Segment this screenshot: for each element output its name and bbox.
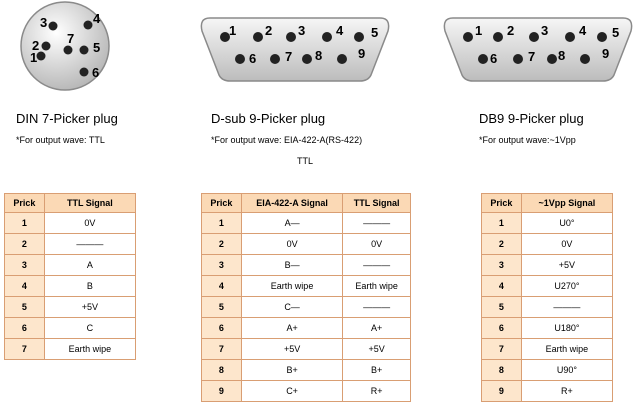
col-header-prick: Prick: [5, 194, 45, 213]
signal-cell: C: [44, 318, 135, 339]
ttl-signal-cell: R+: [343, 381, 411, 402]
prick-cell: 7: [5, 339, 45, 360]
svg-text:2: 2: [265, 23, 273, 38]
table-row: [482, 255, 613, 276]
table-header-row: [202, 194, 411, 213]
eia-signal-cell: C—: [241, 297, 342, 318]
table-row: [482, 318, 613, 339]
svg-text:5: 5: [612, 25, 620, 40]
db9-note: *For output wave:~1Vpp: [479, 135, 576, 145]
signal-cell: U90°: [521, 360, 612, 381]
svg-text:4: 4: [579, 23, 587, 38]
signal-cell: R+: [521, 381, 612, 402]
svg-text:2: 2: [507, 23, 515, 38]
db9-title: DB9 9-Picker plug: [479, 111, 584, 126]
col-header-ttl-signal: TTL Signal: [44, 194, 135, 213]
prick-cell: 6: [482, 318, 522, 339]
signal-cell: 0V: [521, 234, 612, 255]
table-row: [5, 213, 136, 234]
prick-cell: 1: [202, 213, 242, 234]
ttl-signal-cell: ———: [343, 255, 411, 276]
eia-signal-cell: A+: [241, 318, 342, 339]
signal-cell: A: [44, 255, 135, 276]
table-row: [202, 381, 411, 402]
svg-text:5: 5: [93, 40, 101, 55]
prick-cell: 4: [202, 276, 242, 297]
prick-cell: 5: [202, 297, 242, 318]
dsub-note: *For output wave: EIA-422-A(RS-422): [211, 135, 363, 145]
prick-cell: 2: [202, 234, 242, 255]
eia-signal-cell: C+: [241, 381, 342, 402]
table-row: [202, 276, 411, 297]
svg-text:4: 4: [336, 23, 344, 38]
din-7-pin-connector: [0, 0, 120, 100]
svg-text:1: 1: [229, 23, 237, 38]
signal-cell: 0V: [44, 213, 135, 234]
svg-text:7: 7: [285, 49, 293, 64]
prick-cell: 3: [482, 255, 522, 276]
ttl-signal-cell: ———: [343, 297, 411, 318]
svg-text:3: 3: [541, 23, 549, 38]
prick-cell: 9: [202, 381, 242, 402]
svg-text:4: 4: [93, 11, 101, 26]
table-row: [482, 297, 613, 318]
signal-cell: ———: [521, 297, 612, 318]
table-row: [202, 297, 411, 318]
signal-cell: +5V: [521, 255, 612, 276]
svg-text:6: 6: [490, 51, 498, 66]
table-header-row: [5, 194, 136, 213]
prick-cell: 6: [5, 318, 45, 339]
svg-text:1: 1: [30, 50, 38, 65]
eia-signal-cell: 0V: [241, 234, 342, 255]
ttl-signal-cell: 0V: [343, 234, 411, 255]
eia-signal-cell: B+: [241, 360, 342, 381]
svg-text:3: 3: [40, 15, 48, 30]
svg-text:9: 9: [602, 46, 610, 61]
eia-signal-cell: B—: [241, 255, 342, 276]
eia-signal-cell: A—: [241, 213, 342, 234]
signal-cell: U0°: [521, 213, 612, 234]
table-row: [5, 339, 136, 360]
table-row: [482, 276, 613, 297]
table-row: [202, 213, 411, 234]
prick-cell: 2: [5, 234, 45, 255]
signal-cell: +5V: [44, 297, 135, 318]
prick-cell: 8: [482, 360, 522, 381]
prick-cell: 4: [482, 276, 522, 297]
ttl-signal-cell: Earth wipe: [343, 276, 411, 297]
prick-cell: 9: [482, 381, 522, 402]
table-row: [482, 213, 613, 234]
dsub-title: D-sub 9-Picker plug: [211, 111, 326, 126]
table-row: [482, 360, 613, 381]
table-row: [5, 318, 136, 339]
svg-text:6: 6: [92, 65, 100, 80]
db9-signal-table: [481, 193, 613, 402]
svg-text:3: 3: [298, 23, 306, 38]
table-row: [482, 381, 613, 402]
signal-cell: U270°: [521, 276, 612, 297]
prick-cell: 2: [482, 234, 522, 255]
col-header-prick: Prick: [202, 194, 242, 213]
prick-cell: 5: [482, 297, 522, 318]
table-row: [5, 234, 136, 255]
prick-cell: 4: [5, 276, 45, 297]
table-row: [482, 234, 613, 255]
signal-cell: Earth wipe: [521, 339, 612, 360]
ttl-signal-cell: +5V: [343, 339, 411, 360]
svg-text:2: 2: [32, 38, 40, 53]
table-row: [202, 255, 411, 276]
signal-cell: Earth wipe: [44, 339, 135, 360]
svg-text:9: 9: [358, 46, 366, 61]
table-row: [202, 318, 411, 339]
prick-cell: 7: [482, 339, 522, 360]
prick-cell: 7: [202, 339, 242, 360]
col-header-prick: Prick: [482, 194, 522, 213]
svg-text:7: 7: [528, 49, 536, 64]
svg-text:1: 1: [475, 23, 483, 38]
signal-cell: ———: [44, 234, 135, 255]
prick-cell: 5: [5, 297, 45, 318]
svg-text:8: 8: [558, 48, 566, 63]
prick-cell: 1: [5, 213, 45, 234]
dsub-signal-table: [201, 193, 411, 402]
table-row: [202, 360, 411, 381]
svg-text:8: 8: [315, 48, 323, 63]
col-header-ttl-signal: TTL Signal: [343, 194, 411, 213]
table-header-row: [482, 194, 613, 213]
col-header-1vpp-signal: ~1Vpp Signal: [521, 194, 612, 213]
signal-cell: U180°: [521, 318, 612, 339]
table-row: [5, 297, 136, 318]
prick-cell: 3: [202, 255, 242, 276]
svg-text:5: 5: [371, 25, 379, 40]
table-row: [482, 339, 613, 360]
ttl-signal-cell: ———: [343, 213, 411, 234]
prick-cell: 8: [202, 360, 242, 381]
dsub-9-pin-connector: [195, 15, 395, 85]
col-header-eia-signal: EIA-422-A Signal: [241, 194, 342, 213]
din-signal-table: [4, 193, 136, 360]
table-row: [5, 276, 136, 297]
din-note: *For output wave: TTL: [16, 135, 105, 145]
db9-9-pin-connector: [438, 15, 638, 85]
table-row: [202, 234, 411, 255]
ttl-signal-cell: A+: [343, 318, 411, 339]
table-row: [202, 339, 411, 360]
svg-text:6: 6: [249, 51, 257, 66]
eia-signal-cell: +5V: [241, 339, 342, 360]
prick-cell: 1: [482, 213, 522, 234]
table-row: [5, 255, 136, 276]
prick-cell: 6: [202, 318, 242, 339]
din-title: DIN 7-Picker plug: [16, 111, 118, 126]
dsub-note-ttl: TTL: [297, 156, 314, 166]
ttl-signal-cell: B+: [343, 360, 411, 381]
signal-cell: B: [44, 276, 135, 297]
eia-signal-cell: Earth wipe: [241, 276, 342, 297]
svg-text:7: 7: [67, 31, 75, 46]
prick-cell: 3: [5, 255, 45, 276]
